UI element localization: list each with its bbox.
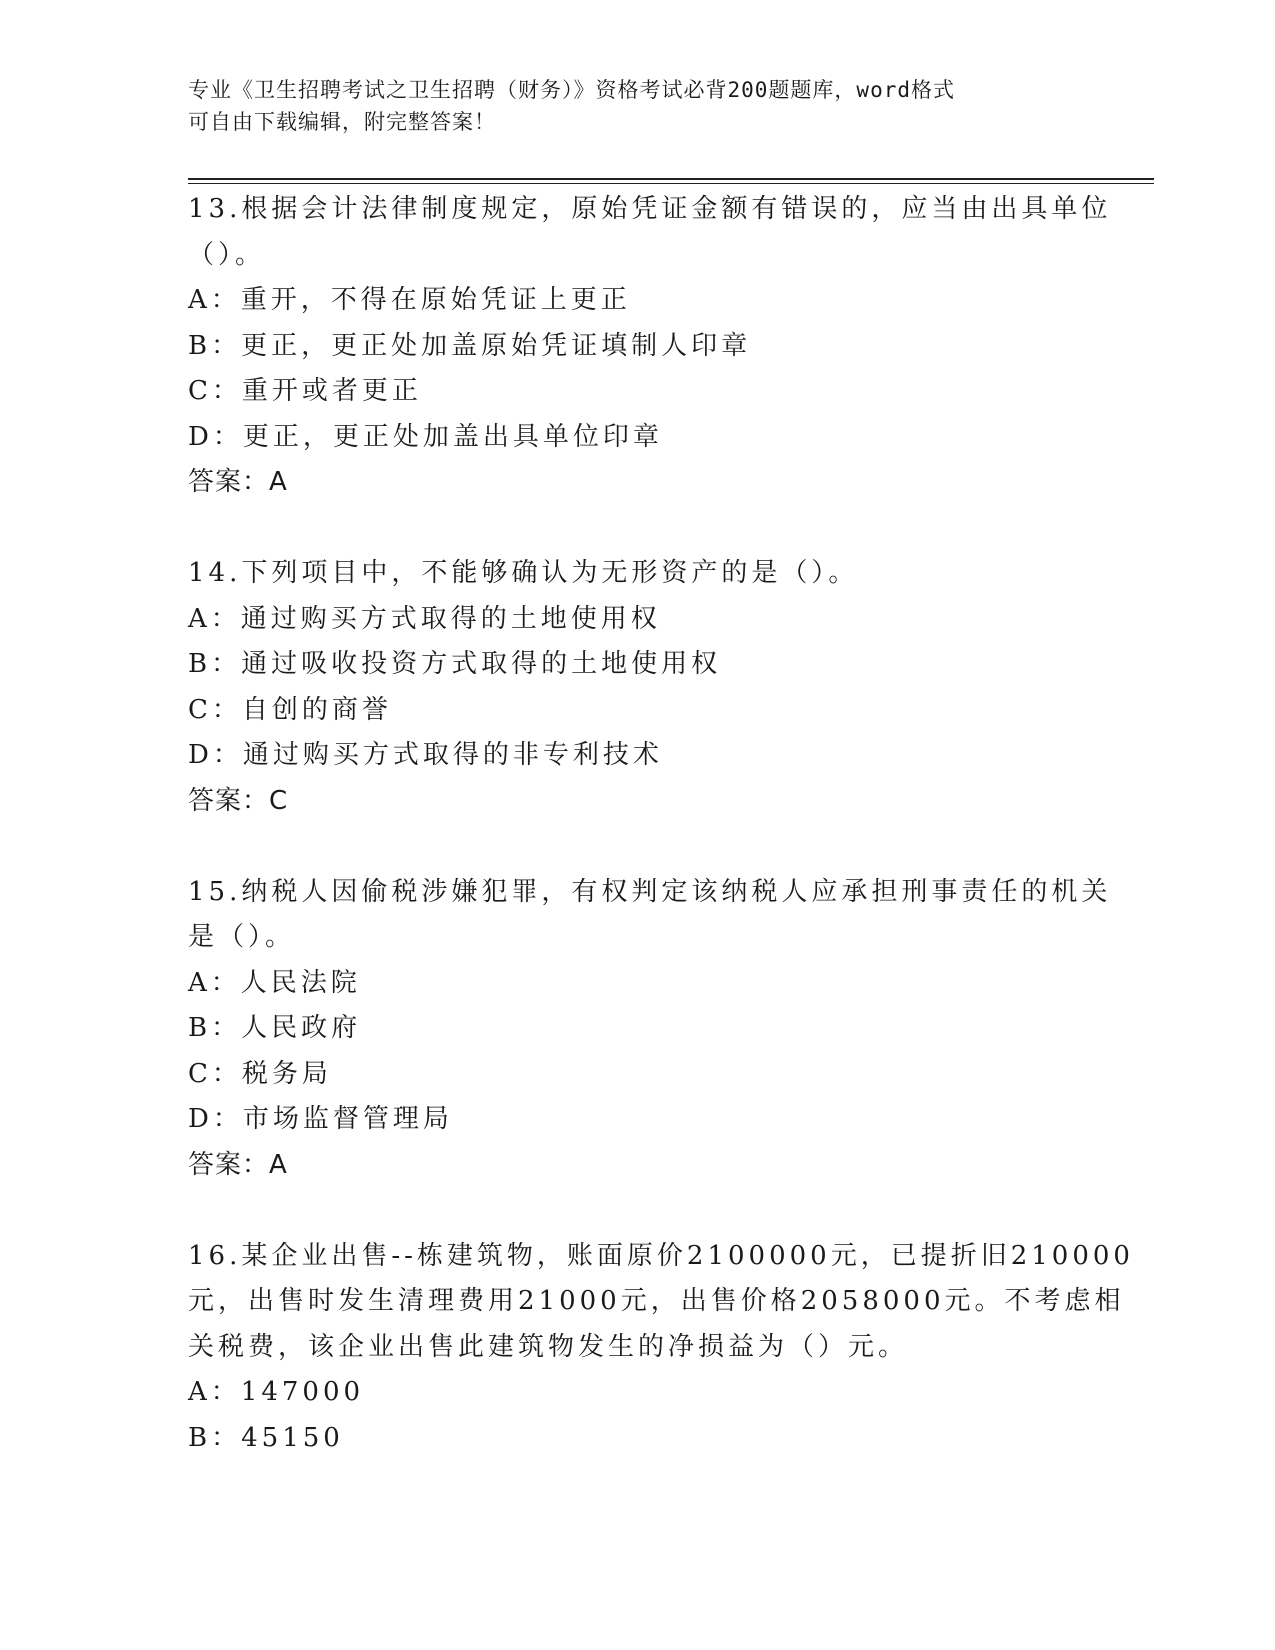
option-a: A：通过购买方式取得的土地使用权 — [188, 603, 661, 634]
answer: 答案：A — [188, 467, 288, 497]
question-stem: 关税费，该企业出售此建筑物发生的净损益为（）元。 — [188, 1331, 909, 1362]
question-14 — [188, 551, 1088, 824]
option-a: A：人民法院 — [188, 967, 361, 998]
question-list — [188, 187, 1134, 1461]
option-a: A：147000 — [188, 1377, 365, 1407]
document-header — [188, 74, 1068, 138]
option-d: D：通过购买方式取得的非专利技术 — [188, 740, 663, 770]
question-16 — [188, 1234, 1134, 1462]
question-stem: 元，出售时发生清理费用21000元，出售价格2058000元。不考虑相 — [188, 1286, 1125, 1316]
header-line-1: 专业《卫生招聘考试之卫生招聘（财务）》资格考试必背200题题库，word格式 — [188, 78, 955, 102]
option-b: B：45150 — [188, 1422, 344, 1453]
answer: 答案：C — [188, 785, 289, 816]
question-stem: 14.下列项目中，不能够确认为无形资产的是（）。 — [188, 558, 859, 588]
question-stem: 是（）。 — [188, 922, 296, 952]
header-line-2: 可自由下载编辑，附完整答案！ — [188, 110, 496, 134]
question-stem: 15.纳税人因偷税涉嫌犯罪，有权判定该纳税人应承担刑事责任的机关 — [188, 876, 1112, 907]
question-15 — [188, 870, 1112, 1189]
question-stem: （）。 — [188, 239, 266, 270]
spacer — [188, 1188, 1088, 1234]
option-b: B：人民政府 — [188, 1013, 362, 1043]
spacer — [188, 824, 1088, 870]
header-rule-thick — [188, 178, 1154, 180]
question-13 — [188, 187, 1112, 506]
question-stem: 13.根据会计法律制度规定，原始凭证金额有错误的，应当由出具单位 — [188, 194, 1112, 224]
option-c: C：自创的商誉 — [188, 694, 392, 725]
spacer — [188, 506, 1088, 552]
answer: 答案：A — [188, 1149, 288, 1180]
option-b: B：更正，更正处加盖原始凭证填制人印章 — [188, 330, 752, 361]
option-b: B：通过吸收投资方式取得的土地使用权 — [188, 649, 722, 679]
option-d: D：市场监督管理局 — [188, 1104, 453, 1134]
option-a: A：重开，不得在原始凭证上更正 — [188, 285, 631, 315]
option-d: D：更正，更正处加盖出具单位印章 — [188, 421, 663, 452]
option-c: C：重开或者更正 — [188, 376, 422, 406]
header-rule-thin — [188, 183, 1154, 184]
option-c: C：税务局 — [188, 1058, 332, 1089]
question-stem: 16.某企业出售--栋建筑物，账面原价2100000元，已提折旧210000 — [188, 1240, 1134, 1271]
